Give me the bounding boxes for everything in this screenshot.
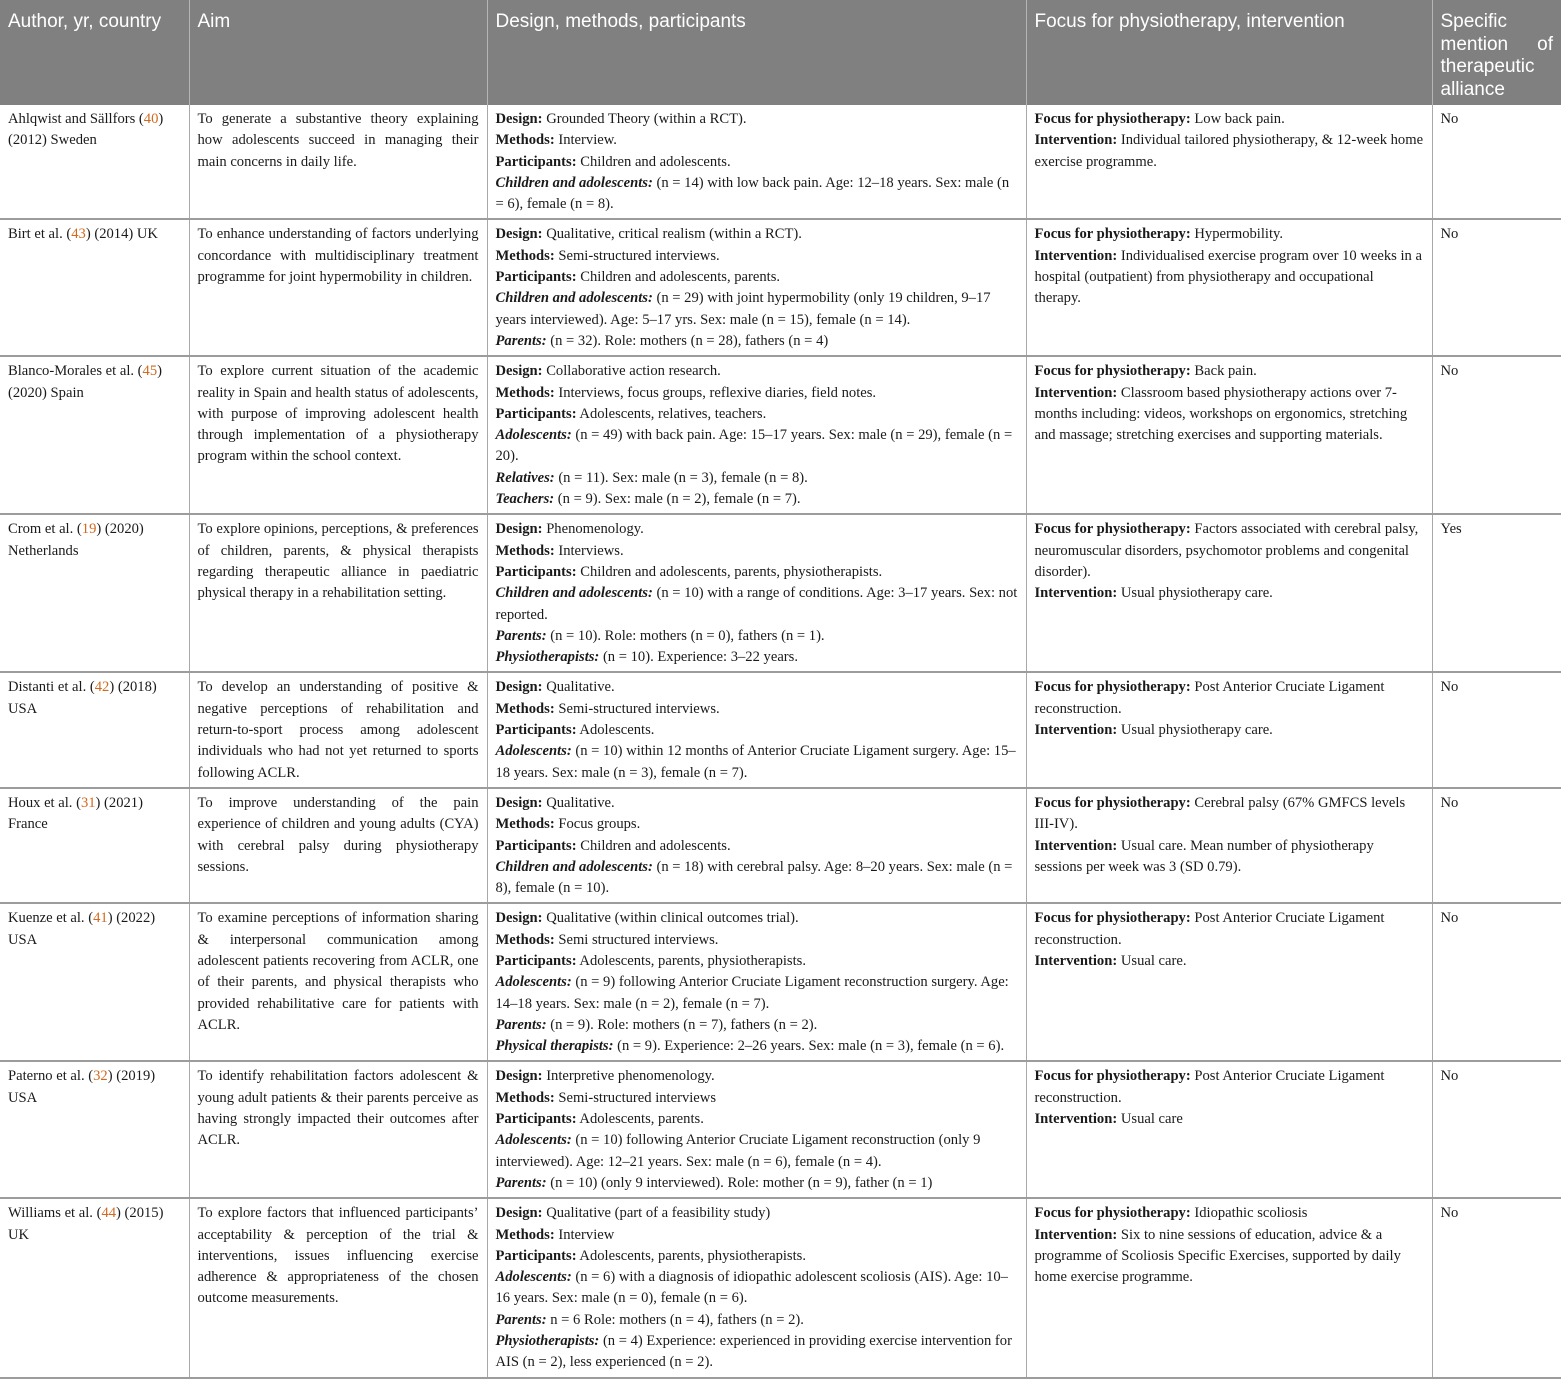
group-details: (n = 9). Role: mothers (n = 7), fathers (n = 2). xyxy=(546,1016,818,1033)
group-label: Relatives: xyxy=(495,469,555,486)
reference-link[interactable]: 31 xyxy=(80,794,96,811)
cell-design xyxy=(487,903,1026,1061)
intervention-line xyxy=(1035,246,1424,310)
group-label: Parents: xyxy=(495,627,547,644)
design-label: Design: xyxy=(495,226,543,243)
participants-label: Participants: xyxy=(495,405,577,422)
methods-label: Methods: xyxy=(495,1089,555,1106)
participant-group xyxy=(496,331,1018,352)
intervention-value: Usual physiotherapy care. xyxy=(1120,585,1273,602)
participants-label: Participants: xyxy=(495,153,577,170)
participants-line xyxy=(496,267,1018,288)
participant-group xyxy=(496,173,1018,216)
group-label: Physical therapists: xyxy=(495,1038,614,1055)
group-label: Adolescents: xyxy=(495,1132,572,1149)
author-name: Birt et al. ( xyxy=(8,226,72,243)
design-value: Qualitative, critical realism (within a RCT). xyxy=(546,226,802,243)
cell-design xyxy=(487,1198,1026,1377)
group-label: Physiotherapists: xyxy=(495,1333,600,1350)
focus-label: Focus for physiotherapy: xyxy=(1034,910,1191,927)
participant-group xyxy=(496,1310,1018,1331)
cell-design xyxy=(487,356,1026,514)
participants-line xyxy=(496,404,1018,425)
cell-design xyxy=(487,788,1026,903)
cell-author xyxy=(0,672,189,787)
cell-alliance: No xyxy=(1432,219,1561,356)
author-country: USA xyxy=(8,1089,38,1106)
design-line xyxy=(496,677,1018,698)
reference-link[interactable]: 44 xyxy=(101,1205,117,1222)
author-year: ) (2018) xyxy=(109,679,157,696)
author-year: ) (2020) xyxy=(96,521,144,538)
group-details: (n = 10) (only 9 interviewed). Role: mother (n = 9), father (n = 1) xyxy=(546,1174,933,1191)
methods-line xyxy=(496,246,1018,267)
cell-alliance: No xyxy=(1432,788,1561,903)
cell-design xyxy=(487,105,1026,219)
focus-line xyxy=(1035,793,1424,836)
cell-author xyxy=(0,1061,189,1198)
participant-group xyxy=(496,741,1018,784)
intervention-value: Classroom based physiotherapy actions over 7-months including: videos, workshops on ergonomics, stretching and massage; stretching exercises and supporting materials. xyxy=(1034,384,1408,444)
intervention-value: Usual care. Mean number of physiotherapy sessions per week was 3 (SD 0.79). xyxy=(1034,837,1374,875)
design-line xyxy=(496,1203,1018,1224)
cell-alliance: No xyxy=(1432,903,1561,1061)
methods-label: Methods: xyxy=(495,816,555,833)
intervention-line xyxy=(1035,836,1424,879)
design-line xyxy=(496,361,1018,382)
participant-group xyxy=(496,468,1018,489)
participants-value: Children and adolescents, parents. xyxy=(580,269,781,286)
author-year: ) xyxy=(158,111,164,127)
reference-link[interactable]: 40 xyxy=(143,111,159,127)
focus-label: Focus for physiotherapy: xyxy=(1034,521,1191,538)
design-label: Design: xyxy=(495,794,543,811)
cell-design xyxy=(487,514,1026,672)
cell-aim: To explore factors that influenced participants’ acceptability & perception of the trial & interventions, issues influencing exercise adherence & appropriateness of the chosen outcome measurements. xyxy=(189,1198,487,1377)
group-label: Teachers: xyxy=(495,491,555,508)
cell-author xyxy=(0,903,189,1061)
group-details: (n = 49) with back pain. Age: 15–17 years. Sex: male (n = 29), female (n = 20). xyxy=(495,427,1013,465)
intervention-label: Intervention: xyxy=(1034,837,1118,854)
author-country: Netherlands xyxy=(8,542,79,559)
participant-group xyxy=(496,1267,1018,1310)
participants-label: Participants: xyxy=(495,722,577,739)
group-label: Children and adolescents: xyxy=(495,585,653,602)
author-country: France xyxy=(8,816,48,833)
cell-focus xyxy=(1026,788,1432,903)
cell-aim: To develop an understanding of positive & negative perceptions of rehabilitation and return-to-sport process among adolescent individuals who had not yet returned to sports following ACLR. xyxy=(189,672,487,787)
cell-focus xyxy=(1026,105,1432,219)
methods-label: Methods: xyxy=(495,384,555,401)
intervention-label: Intervention: xyxy=(1034,132,1118,149)
cell-design xyxy=(487,1061,1026,1198)
focus-label: Focus for physiotherapy: xyxy=(1034,111,1191,127)
author-name: Kuenze et al. ( xyxy=(8,910,94,927)
intervention-label: Intervention: xyxy=(1034,384,1118,401)
focus-line xyxy=(1035,361,1424,382)
methods-label: Methods: xyxy=(495,700,555,717)
participant-group xyxy=(496,425,1018,468)
cell-focus xyxy=(1026,672,1432,787)
focus-value: Cerebral palsy (67% GMFCS levels III-IV). xyxy=(1034,794,1406,833)
author-year: ) (2022) xyxy=(107,910,156,927)
table-row xyxy=(0,105,1561,219)
design-value: Collaborative action research. xyxy=(546,363,721,380)
header-alliance: Specific mention of therapeutic alliance xyxy=(1432,0,1561,105)
focus-line xyxy=(1035,677,1424,720)
group-label: Adolescents: xyxy=(495,427,572,444)
author-country: (2012) Sweden xyxy=(8,132,97,149)
focus-line xyxy=(1035,908,1424,951)
cell-alliance: No xyxy=(1432,105,1561,219)
cell-author xyxy=(0,788,189,903)
header-design: Design, methods, participants xyxy=(487,0,1026,105)
author-country: (2020) Spain xyxy=(8,384,84,401)
methods-value: Interviews. xyxy=(558,542,624,559)
participants-label: Participants: xyxy=(495,563,577,580)
header-author: Author, yr, country xyxy=(0,0,189,105)
methods-label: Methods: xyxy=(495,132,555,149)
cell-design xyxy=(487,672,1026,787)
intervention-value: Individualised exercise program over 10 weeks in a hospital (outpatient) from physiotherapy and occupational therapy. xyxy=(1034,247,1422,307)
cell-aim: To generate a substantive theory explaining how adolescents succeed in managing their main concerns in daily life. xyxy=(189,105,487,219)
header-aim: Aim xyxy=(189,0,487,105)
methods-label: Methods: xyxy=(495,247,555,264)
participants-line xyxy=(496,720,1018,741)
reference-link[interactable]: 43 xyxy=(71,226,86,243)
design-label: Design: xyxy=(495,1205,543,1222)
participants-value: Children and adolescents. xyxy=(580,153,731,170)
methods-label: Methods: xyxy=(495,1226,555,1243)
group-label: Parents: xyxy=(495,1016,547,1033)
author-country: USA xyxy=(8,931,38,948)
table-header xyxy=(0,0,1561,105)
methods-line xyxy=(496,814,1018,835)
focus-label: Focus for physiotherapy: xyxy=(1034,1068,1191,1085)
methods-value: Semi-structured interviews xyxy=(558,1089,716,1106)
intervention-line xyxy=(1035,1109,1424,1130)
participants-line xyxy=(496,1246,1018,1267)
group-label: Children and adolescents: xyxy=(495,858,653,875)
design-label: Design: xyxy=(495,363,543,380)
header-focus: Focus for physiotherapy, intervention xyxy=(1026,0,1432,105)
group-label: Adolescents: xyxy=(495,743,572,760)
group-details: (n = 9). Sex: male (n = 2), female (n = 7). xyxy=(554,491,801,508)
group-details: (n = 32). Role: mothers (n = 28), fathers (n = 4) xyxy=(546,332,829,349)
intervention-value: Individual tailored physiotherapy, & 12-week home exercise programme. xyxy=(1034,132,1424,170)
cell-author xyxy=(0,356,189,514)
group-details: (n = 10). Role: mothers (n = 0), fathers (n = 1). xyxy=(546,627,825,644)
cell-design xyxy=(487,219,1026,356)
participant-group xyxy=(496,972,1018,1015)
design-line xyxy=(496,224,1018,245)
design-line xyxy=(496,1066,1018,1087)
design-line xyxy=(496,908,1018,929)
participant-group xyxy=(496,857,1018,900)
group-details: (n = 6) with a diagnosis of idiopathic adolescent scoliosis (AIS). Age: 10–16 years. Sex: male (n = 0), female (n = 6). xyxy=(495,1269,1008,1307)
group-label: Adolescents: xyxy=(495,1269,572,1286)
focus-value: Post Anterior Cruciate Ligament reconstruction. xyxy=(1034,679,1385,717)
author-country: UK xyxy=(8,1226,30,1243)
participant-group xyxy=(496,626,1018,647)
participant-group xyxy=(496,1331,1018,1374)
cell-aim: To identify rehabilitation factors adolescent & young adult patients & their parents perceive as having strongly impacted their outcomes after ACLR. xyxy=(189,1061,487,1198)
methods-value: Semi-structured interviews. xyxy=(558,247,720,264)
group-label: Children and adolescents: xyxy=(495,174,653,191)
design-label: Design: xyxy=(495,521,543,538)
design-value: Interpretive phenomenology. xyxy=(546,1068,715,1085)
intervention-line xyxy=(1035,583,1424,604)
design-value: Qualitative (within clinical outcomes trial). xyxy=(546,910,799,927)
intervention-value: Usual care. xyxy=(1120,952,1187,969)
methods-line xyxy=(496,699,1018,720)
group-details: (n = 18) with cerebral palsy. Age: 8–20 years. Sex: male (n = 8), female (n = 10). xyxy=(495,858,1013,897)
author-country: USA xyxy=(8,700,38,717)
author-year: ) (2021) xyxy=(95,794,143,811)
table-row xyxy=(0,219,1561,356)
participant-group xyxy=(496,1015,1018,1036)
focus-label: Focus for physiotherapy: xyxy=(1034,363,1191,380)
intervention-value: Usual care xyxy=(1120,1111,1183,1128)
cell-aim: To enhance understanding of factors underlying concordance with multidisciplinary treatment programme for joint hypermobility in children. xyxy=(189,219,487,356)
design-line xyxy=(496,519,1018,540)
participants-value: Adolescents, relatives, teachers. xyxy=(579,405,767,422)
participant-group xyxy=(496,583,1018,626)
focus-value: Low back pain. xyxy=(1194,111,1285,127)
focus-value: Post Anterior Cruciate Ligament reconstruction. xyxy=(1034,1068,1385,1106)
header-row xyxy=(0,0,1561,105)
cell-author xyxy=(0,514,189,672)
author-name: Crom et al. ( xyxy=(8,521,82,538)
methods-value: Focus groups. xyxy=(558,816,641,833)
cell-aim: To explore opinions, perceptions, & preferences of children, parents, & physical therapists regarding therapeutic alliance in paediatric physical therapy in a rehabilitation setting. xyxy=(189,514,487,672)
cell-alliance: Yes xyxy=(1432,514,1561,672)
cell-focus xyxy=(1026,1198,1432,1377)
cell-alliance: No xyxy=(1432,1198,1561,1377)
participants-value: Children and adolescents. xyxy=(580,837,731,854)
design-label: Design: xyxy=(495,1068,543,1085)
participants-value: Adolescents. xyxy=(579,722,655,739)
methods-line xyxy=(496,1225,1018,1246)
intervention-label: Intervention: xyxy=(1034,722,1118,739)
intervention-value: Usual physiotherapy care. xyxy=(1120,722,1273,739)
participants-value: Adolescents, parents, physiotherapists. xyxy=(579,952,806,969)
design-label: Design: xyxy=(495,111,543,127)
table-row xyxy=(0,672,1561,787)
focus-line xyxy=(1035,1203,1424,1224)
participant-group xyxy=(496,647,1018,668)
table-body xyxy=(0,105,1561,1378)
participants-line xyxy=(496,152,1018,173)
focus-line xyxy=(1035,109,1424,130)
author-name: Houx et al. ( xyxy=(8,794,81,811)
design-value: Phenomenology. xyxy=(546,521,644,538)
cell-focus xyxy=(1026,514,1432,672)
focus-value: Post Anterior Cruciate Ligament reconstruction. xyxy=(1034,910,1385,948)
design-label: Design: xyxy=(495,679,543,696)
methods-value: Interview xyxy=(558,1226,615,1243)
design-line xyxy=(496,793,1018,814)
participants-line xyxy=(496,1109,1018,1130)
methods-line xyxy=(496,130,1018,151)
intervention-value: Six to nine sessions of education, advice & a programme of Scoliosis Specific Exercises, supported by daily home exercise programme. xyxy=(1034,1226,1401,1286)
cell-aim: To explore current situation of the academic reality in Spain and health status of adolescents, with purpose of improving adolescent health through implementation of a physiotherapy program within the school context. xyxy=(189,356,487,514)
author-name: Blanco-Morales et al. ( xyxy=(8,363,143,380)
cell-focus xyxy=(1026,1061,1432,1198)
participants-label: Participants: xyxy=(495,952,577,969)
table-row xyxy=(0,1198,1561,1377)
group-label: Physiotherapists: xyxy=(495,649,600,666)
focus-value: Idiopathic scoliosis xyxy=(1194,1205,1308,1222)
group-label: Parents: xyxy=(495,1174,547,1191)
methods-label: Methods: xyxy=(495,542,555,559)
methods-line xyxy=(496,930,1018,951)
cell-author xyxy=(0,105,189,219)
focus-label: Focus for physiotherapy: xyxy=(1034,1205,1191,1222)
methods-line xyxy=(496,383,1018,404)
cell-alliance: No xyxy=(1432,1061,1561,1198)
design-label: Design: xyxy=(495,910,543,927)
intervention-label: Intervention: xyxy=(1034,952,1118,969)
participant-group xyxy=(496,288,1018,331)
focus-line xyxy=(1035,519,1424,583)
participants-value: Children and adolescents, parents, physiotherapists. xyxy=(580,563,883,580)
table-row xyxy=(0,1061,1561,1198)
participants-line xyxy=(496,836,1018,857)
methods-value: Interview. xyxy=(558,132,617,149)
group-details: (n = 4) Experience: experienced in providing exercise intervention for AIS (n = 2), less experienced (n = 2). xyxy=(495,1333,1012,1371)
cell-alliance: No xyxy=(1432,672,1561,787)
participants-label: Participants: xyxy=(495,1247,577,1264)
cell-author xyxy=(0,219,189,356)
author-year: ) xyxy=(157,363,163,380)
methods-value: Semi structured interviews. xyxy=(558,931,719,948)
participant-group xyxy=(496,1036,1018,1057)
group-details: (n = 9). Experience: 2–26 years. Sex: male (n = 3), female (n = 6). xyxy=(613,1038,1005,1055)
group-label: Parents: xyxy=(495,332,547,349)
table-row xyxy=(0,514,1561,672)
intervention-line xyxy=(1035,951,1424,972)
focus-line xyxy=(1035,224,1424,245)
author-year: ) (2015) xyxy=(116,1205,164,1222)
participant-group xyxy=(496,1173,1018,1194)
group-label: Children and adolescents: xyxy=(495,290,653,307)
intervention-label: Intervention: xyxy=(1034,1111,1118,1128)
focus-value: Back pain. xyxy=(1194,363,1257,380)
intervention-label: Intervention: xyxy=(1034,247,1118,264)
author-name: Distanti et al. ( xyxy=(8,679,95,696)
group-details: (n = 29) with joint hypermobility (only 19 children, 9–17 years interviewed). Age: 5–17 yrs. Sex: male (n = 15), female (n = 14). xyxy=(495,290,991,328)
intervention-label: Intervention: xyxy=(1034,1226,1118,1243)
table-row xyxy=(0,903,1561,1061)
cell-aim: To examine perceptions of information sharing & interpersonal communication among adolescent patients recovering from ACLR, one of their parents, and physical therapists who provided rehabilitative care for patients with ACLR. xyxy=(189,903,487,1061)
intervention-line xyxy=(1035,383,1424,447)
focus-value: Hypermobility. xyxy=(1194,226,1284,243)
cell-aim: To improve understanding of the pain experience of children and young adults (CYA) with cerebral palsy during physiotherapy sessions. xyxy=(189,788,487,903)
author-name: Ahlqwist and Sällfors ( xyxy=(8,111,144,127)
participant-group xyxy=(496,1130,1018,1173)
table-row xyxy=(0,788,1561,903)
participants-line xyxy=(496,562,1018,583)
design-value: Grounded Theory (within a RCT). xyxy=(546,111,747,127)
cell-author xyxy=(0,1198,189,1377)
participants-label: Participants: xyxy=(495,269,577,286)
methods-value: Interviews, focus groups, reflexive diaries, field notes. xyxy=(558,384,877,401)
group-details: (n = 14) with low back pain. Age: 12–18 years. Sex: male (n = 6), female (n = 8). xyxy=(495,174,1010,213)
participants-value: Adolescents, parents, physiotherapists. xyxy=(579,1247,806,1264)
group-details: (n = 10) within 12 months of Anterior Cruciate Ligament surgery. Age: 15–18 years. Sex: male (n = 3), female (n = 7). xyxy=(495,743,1016,781)
design-value: Qualitative (part of a feasibility study) xyxy=(546,1205,771,1222)
reference-link[interactable]: 19 xyxy=(81,521,97,538)
methods-line xyxy=(496,541,1018,562)
focus-label: Focus for physiotherapy: xyxy=(1034,226,1191,243)
group-details: (n = 9) following Anterior Cruciate Ligament reconstruction surgery. Age: 14–18 years. Sex: male (n = 2), female (n = 7). xyxy=(495,974,1009,1012)
participants-label: Participants: xyxy=(495,1111,577,1128)
author-name: Paterno et al. ( xyxy=(8,1068,94,1085)
design-value: Qualitative. xyxy=(546,794,615,811)
cell-focus xyxy=(1026,356,1432,514)
group-label: Adolescents: xyxy=(495,974,572,991)
design-value: Qualitative. xyxy=(546,679,615,696)
reference-link[interactable]: 45 xyxy=(142,363,158,380)
methods-value: Semi-structured interviews. xyxy=(558,700,720,717)
cell-focus xyxy=(1026,219,1432,356)
focus-label: Focus for physiotherapy: xyxy=(1034,794,1191,811)
participants-label: Participants: xyxy=(495,837,577,854)
group-details: n = 6 Role: mothers (n = 4), fathers (n = 2). xyxy=(546,1311,804,1328)
participant-group xyxy=(496,489,1018,510)
reference-link[interactable]: 41 xyxy=(93,910,108,927)
design-line xyxy=(496,109,1018,130)
intervention-line xyxy=(1035,1225,1424,1289)
methods-line xyxy=(496,1088,1018,1109)
reference-link[interactable]: 42 xyxy=(94,679,110,696)
group-details: (n = 10) with a range of conditions. Age: 3–17 years. Sex: not reported. xyxy=(495,585,1018,623)
group-details: (n = 10). Experience: 3–22 years. xyxy=(599,649,798,666)
author-year: ) (2019) xyxy=(107,1068,156,1085)
intervention-line xyxy=(1035,130,1424,173)
methods-label: Methods: xyxy=(495,931,555,948)
participants-line xyxy=(496,951,1018,972)
cell-alliance: No xyxy=(1432,356,1561,514)
author-year: ) (2014) UK xyxy=(85,226,158,243)
intervention-label: Intervention: xyxy=(1034,585,1118,602)
participants-value: Adolescents, parents. xyxy=(579,1111,704,1128)
reference-link[interactable]: 32 xyxy=(93,1068,108,1085)
cell-focus xyxy=(1026,903,1432,1061)
group-details: (n = 11). Sex: male (n = 3), female (n = 8). xyxy=(554,469,808,486)
intervention-line xyxy=(1035,720,1424,741)
focus-label: Focus for physiotherapy: xyxy=(1034,679,1191,696)
group-details: (n = 10) following Anterior Cruciate Ligament reconstruction (only 9 interviewed). Age: 12–21 years. Sex: male (n = 6), female (n = 4). xyxy=(495,1132,981,1170)
table-row xyxy=(0,356,1561,514)
group-label: Parents: xyxy=(495,1311,547,1328)
focus-value: Factors associated with cerebral palsy, neuromuscular disorders, psychomotor problems and congenital disorder). xyxy=(1034,521,1419,580)
focus-line xyxy=(1035,1066,1424,1109)
author-name: Williams et al. ( xyxy=(8,1205,102,1222)
